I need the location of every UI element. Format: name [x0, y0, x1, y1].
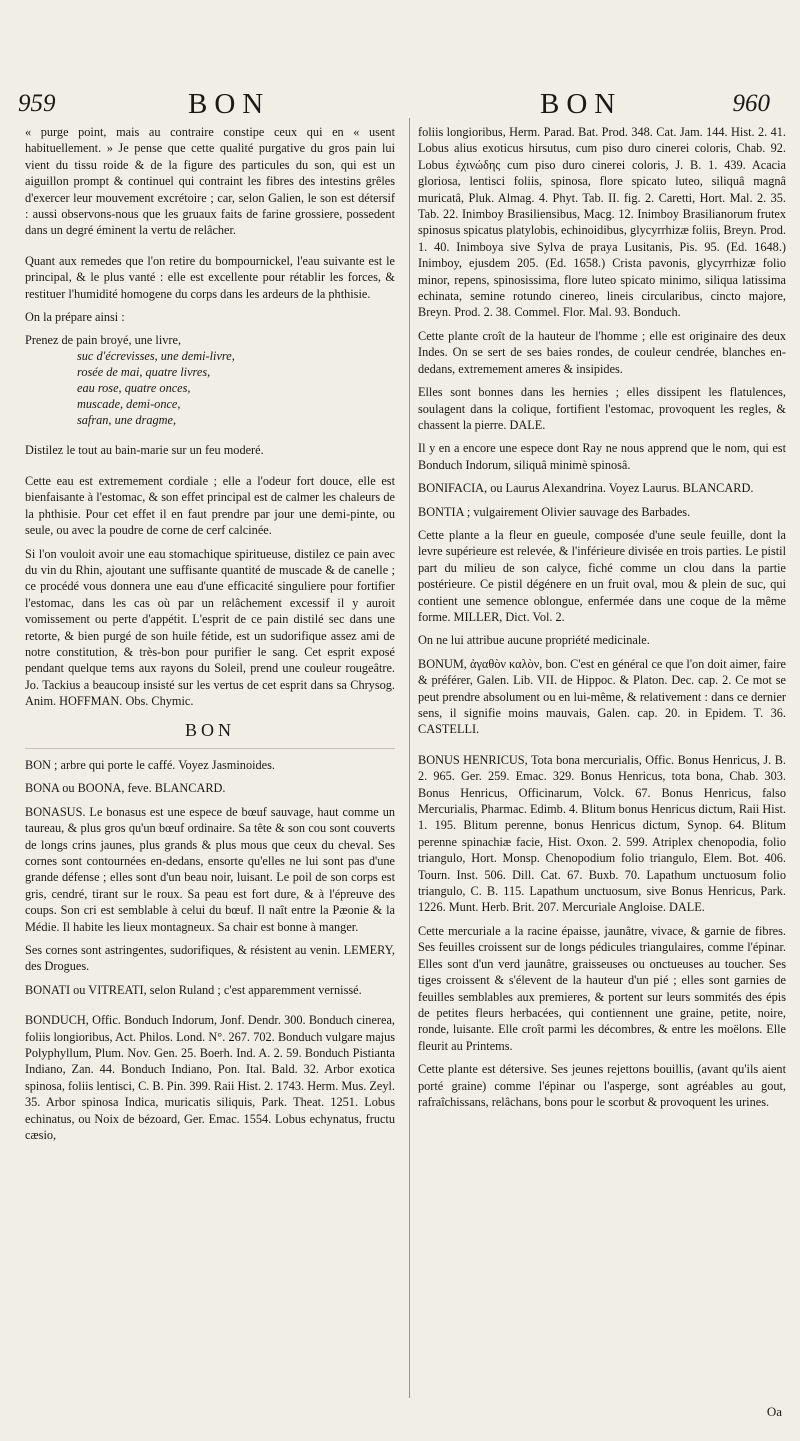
- entry: BONUM, ἀγαθὸν καλὸν, bon. C'est en général ce que l'on doit aimer, faire & préférer, Galen. Lib. VII. de Hippoc. & Platon. Dec. cap. 2. Ce mot se peut prendre absolument ou en lui-même, & relativement : dans ce dernier sens, il signifie moins mauvais, Galen. cap. 20. in Epidem. T. 36. CASTELLI.: [418, 656, 786, 737]
- entry: BONIFACIA, ou Laurus Alexandrina. Voyez Laurus. BLANCARD.: [418, 481, 754, 496]
- paragraph: Cette eau est extremement cordiale ; elle a l'odeur fort douce, elle est bienfaisante à l'estomac, & son effet principal est de calmer les chaleurs de la phthisie. Pour cet effet il en faut prendre par jour une demi-pinte, ou seule, ou avec la poudre de corne de cerf calcinée.: [25, 473, 395, 538]
- recipe-item: eau rose, quatre onces,: [77, 381, 191, 396]
- section-heading: BON: [184, 719, 235, 740]
- entry: BONTIA ; vulgairement Olivier sauvage des Barbades.: [418, 504, 691, 519]
- paragraph: Il y en a encore une espece dont Ray ne nous apprend que le nom, qui est Bonduch Indorum, siliquâ minimè spinosâ.: [418, 441, 786, 472]
- paragraph: foliis longioribus, Herm. Parad. Bat. Prod. 348. Cat. Jam. 144. Hist. 2. 41. Lobus alius exoticus hirsutus, cum piso duro cinerei coloris, Chab. 92. Lobus ἐχινώδης cum piso duro cinerei coloris, J. B. 1. 439. Acacia gloriosa, lentisci foliis, spinosa, flore spicato luteo, siliquâ magnâ muricatâ, Pluk. Almag. 4. Phyt. Tab. II. fig. 2. Caretti, Hort. Mal. 2. 35. Tab. 22. Inimboy Brasiliensibus, Macg. 12. Inimboy Brasilianorum frutex spinosus spicatus platylobis, echinoidibus, glycyrrhizæ foliis, Breyn. Prod. 1. 40. Inimboya sive Sylva de praya Lusitanis, Pis. 95. (Ed. 1648.) Inimboy, ejusdem 205. (Ed. 1658.) Crista pavonis, glycyrrhizæ folio minor, repens, spinosissima, flore luteo spicato minimo, siliqua latissima echinata, semine rotundo cinereo, lineis circularibus, cincto majore, Breyn. Prod. 2. 38. Commel. Flor. Mal. 93. Bonduch.: [418, 125, 786, 320]
- page-number-left: 959: [18, 90, 56, 117]
- entry: BONA ou BOONA, feve. BLANCARD.: [25, 781, 226, 796]
- paragraph: Cette plante a la fleur en gueule, composée d'une seule feuille, dont la levre supérieure est relevée, & l'inférieure divisée en trois parties. Le pistil part du milieu de son calyce, fiché comme un clou dans la partie postérieure. Ce pistil dégénere en un fruit oval, mou & plein de suc, qui contient une semence oblongue, enfermée dans une coque de la même forme. MILLER, Dict. Vol. 2.: [418, 527, 786, 624]
- paragraph: On ne lui attribue aucune propriété medicinale.: [418, 633, 650, 648]
- running-header-left: BON: [188, 88, 271, 120]
- paragraph: On la prépare ainsi :: [25, 310, 125, 325]
- recipe-item: Prenez de pain broyé, une livre,: [25, 333, 182, 348]
- paragraph: « purge point, mais au contraire constipe ceux qui en « usent habituellement. » Je pense que cette qualité purgative du gros pain lui vient du tissu roide & de la figure des particules du son, qui est un aiguillon prompt & continuel qui contraint les fibres des intestins grêles d'exercer leur mouvement excrétoire ; car, selon Galien, le son est détersif : aussi observons-nous que les gruaux faits de farine grossiere, possedent dans un degré éminent la vertu de relâcher.: [25, 125, 395, 238]
- paragraph: Cette plante croît de la hauteur de l'homme ; elle est originaire des deux Indes. On se sert de ses baies rondes, de couleur cendrée, blanches en-dedans, extremement ameres & insipides.: [418, 328, 786, 376]
- recipe-list: [25, 332, 395, 428]
- column-divider: [409, 118, 410, 1398]
- paragraph: Distilez le tout au bain-marie sur un feu moderé.: [25, 443, 264, 458]
- signature-mark: Oa: [766, 1404, 782, 1419]
- left-column: [25, 124, 395, 1151]
- recipe-item: suc d'écrevisses, une demi-livre,: [77, 349, 235, 364]
- right-column: [418, 124, 786, 1117]
- page-number-right: 960: [732, 90, 770, 117]
- running-header-right: BON: [540, 88, 623, 120]
- recipe-item: rosée de mai, quatre livres,: [77, 365, 211, 380]
- paragraph: Cette mercuriale a la racine épaisse, jaunâtre, vivace, & garnie de fibres. Ses feuilles croissent sur de longs pédicules triangulaires, comme l'épinar. Elles sont d'un verd jaunâtre, graisseuses ou onctueuses au toucher. Ses tiges croissent & s'élevent de la hauteur d'un pié ; elles sont garnies de feuilles semblables aux premieres, & portent sur leurs sommités des épis de petites fleurs herbacées, qui contiennent une graine, petite, noire, ronde, luisante. Elle croît parmi les décombres, & entre les moëlons. Elle fleurit au Printems.: [418, 923, 786, 1053]
- recipe-item: muscade, demi-once,: [77, 397, 181, 412]
- entry: Ses cornes sont astringentes, sudorifiques, & résistent au venin. LEMERY, des Drogues.: [25, 943, 395, 974]
- paragraph: Cette plante est détersive. Ses jeunes rejettons bouillis, (avant qu'ils aient porté graine) comme l'épinar ou l'asperge, sont agréables au gout, rafraîchissans, relâchans, bons pour le scorbut & provoquent les urines.: [418, 1062, 786, 1109]
- recipe-item: safran, une dragme,: [77, 413, 177, 428]
- entry: BONATI ou VITREATI, selon Ruland ; c'est apparemment vernissé.: [25, 982, 362, 997]
- paragraph: Elles sont bonnes dans les hernies ; elles dissipent les flatulences, soulagent dans la colique, fortifient l'estomac, provoquent les regles, & chassent la pierre. DALE.: [418, 385, 786, 432]
- entry: BONUS HENRICUS, Tota bona mercurialis, Offic. Bonus Henricus, J. B. 2. 965. Ger. 259. Emac. 329. Bonus Henricus, tota bona, Chab. 303. Bonus Henricus, Officinarum, Volck. 67. Bonus Henricus, falso Mercurialis, Pharmac. Edimb. 4. Blitum bonus Henricus dictum, Raii Hist. 1. 195. Blitum perenne, bonus Henricus dictum, Synop. 64. Blitum perenne spinachiæ facie, Hist. Oxon. 2. 599. Atriplex chenopodia, folio triangulo, Hort. Monsp. Chenopodium folio triangulo, Elem. Bot. 406. Tourn. Inst. 506. Dill. Cat. 67. Buxb. 70. Lapathum unctuosum folio triangulo, C. B. 115. Lapathum unctuosum, sive Bonus Henricus, Park. 1226. Munt. Herb. Brit. 207. Mercuriale Angloise. DALE.: [418, 752, 786, 915]
- rule: [25, 748, 395, 749]
- paragraph: Si l'on vouloit avoir une eau stomachique spiritueuse, distilez ce pain avec du vin du Rhin, ajoutant une suffisante quantité de muscade & de canelle ; ce procédé vous donnera une eau d'une efficacité singuliere pour fortifier l'estomac, dans les cas où par un relâchement excessif il y auroit vomissement ou perte d'appétit. L'esprit de ce pain distilé sec dans une retorte, & bien purgé de son huile fétide, est un sudorifique assez ami de notre constitution, & très-bon pour purifier le sang. Cet esprit exposé pendant quelque tems aux rayons du Soleil, prend une couleur rougeâtre. Jo. Tackius a beaucoup insisté sur les vertus de cet esprit dans sa Chrysog. Anim. HOFFMAN. Obs. Chymic.: [25, 546, 395, 709]
- entry: BON ; arbre qui porte le caffé. Voyez Jasminoides.: [25, 757, 275, 772]
- entry: BONASUS. Le bonasus est une espece de bœuf sauvage, haut comme un taureau, & plus gros qu'un bœuf ordinaire. Sa tête & son cou sont couverts de longs crins jaunes, plus grands & plus mous que ceux du cheval. Ses cornes sont contournées en-dedans, ensorte qu'elles ne lui sont pas d'une grande défense ; elles sont d'un beau noir, luisant. Le poil de son corps est gris, cendré, tirant sur le roux. Sa peau est fort dure, & à l'épreuve des coups. Son cri est semblable à celui du bœuf. Il naît entre la Pæonie & la Médie. Il habite les lieux montagneux. Sa chair est bonne à manger.: [25, 804, 395, 934]
- paragraph: Quant aux remedes que l'on retire du bompournickel, l'eau suivante est le principal, & le plus vanté : elle est excellente pour rétablir les forces, & restituer l'humidité homogene du corps dans les ardeurs de la phthisie.: [25, 253, 395, 301]
- entry: BONDUCH, Offic. Bonduch Indorum, Jonf. Dendr. 300. Bonduch cinerea, foliis longioribus, Act. Philos. Lond. N°. 267. 702. Bonduch vulgare majus Polyphyllum, Plum. Nov. Gen. 25. Boerh. Ind. A. 2. 59. Bonduch Pistianta Indiano, Zan. 44. Bonduch Indiano, Pon. Ital. Bald. 32. Arbor exotica spinosa, foliis lentisci, C. B. Pin. 399. Raii Hist. 2. 1743. Herm. Mus. Zeyl. 35. Arbor spinosa Indica, muricatis siliquis, Park. Theat. 1251. Lobus echinatus, ou Noix de bézoard, Ger. Emac. 1554. Lobus echynatus, fructu cæsio,: [25, 1013, 395, 1143]
